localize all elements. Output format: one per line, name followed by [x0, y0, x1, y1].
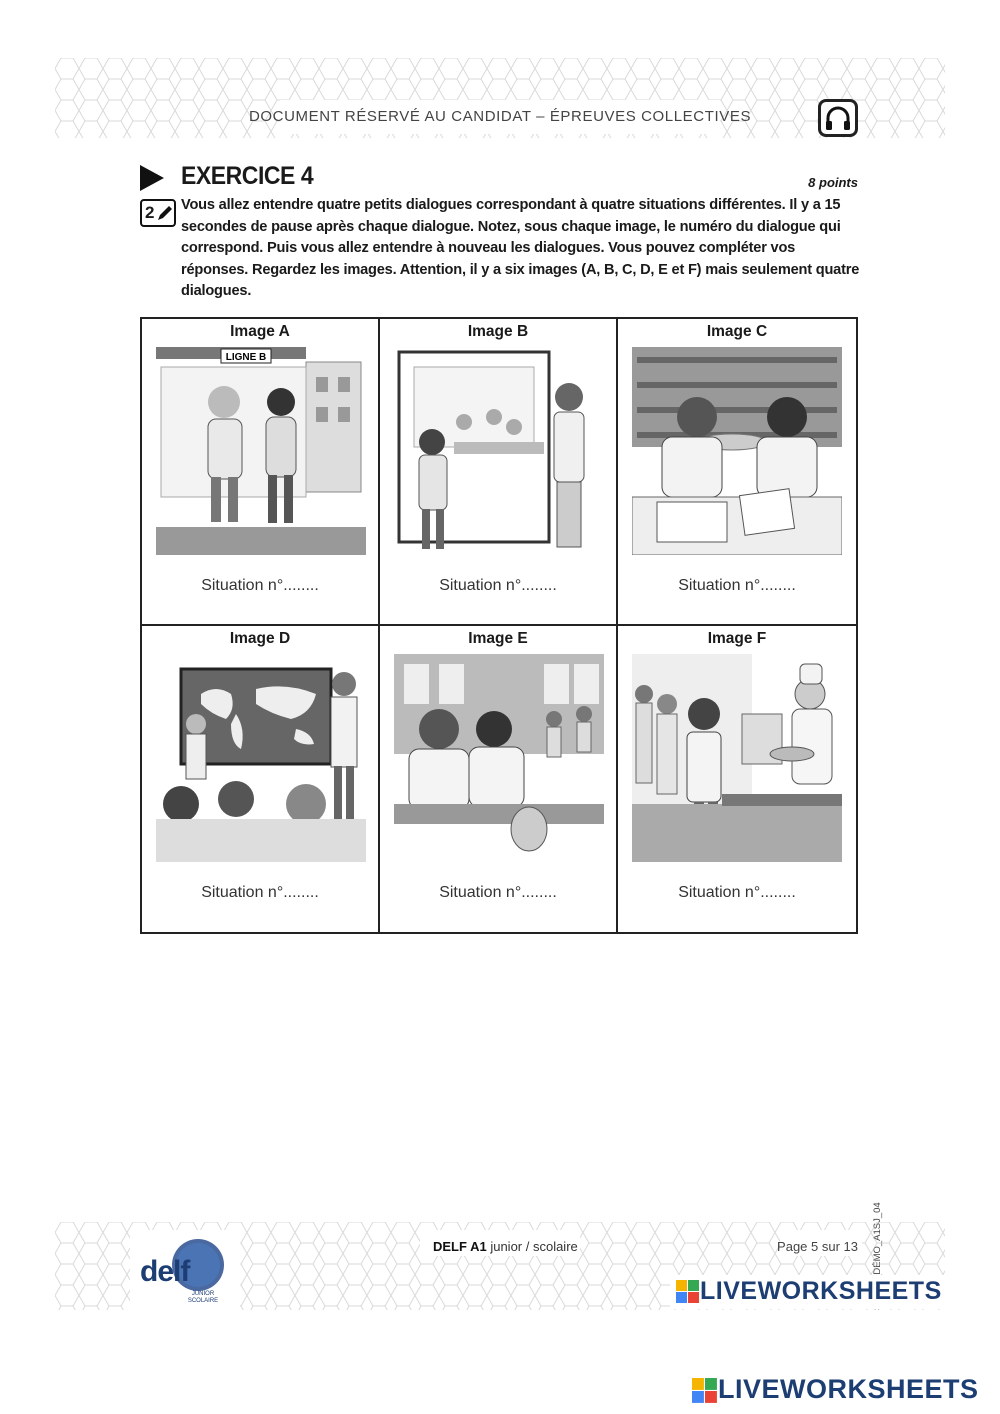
page-number: Page 5 sur 13 [777, 1239, 858, 1254]
image-title: Image D [229, 629, 291, 647]
image-cell-b [380, 319, 618, 626]
situation-field[interactable]: Situation n°........ [678, 883, 796, 901]
schoolyard-illustration [394, 654, 604, 862]
library-illustration [632, 347, 842, 555]
delf-logo [138, 1235, 228, 1305]
step-badge: 2 [145, 203, 155, 222]
exercise-arrow-icon [140, 165, 164, 191]
image-title: Image B [467, 323, 529, 340]
bus-line-sign: LIGNE B [225, 352, 267, 363]
classroom-door-illustration [394, 347, 604, 555]
situation-field[interactable]: Situation n°........ [201, 883, 319, 901]
liveworksheets-logo-bottom[interactable] [692, 1374, 979, 1405]
image-title: Image E [468, 629, 528, 647]
exercise-title: EXERCICE 4 [181, 162, 314, 190]
image-title: Image F [707, 629, 767, 647]
exercise-points: 8 points [808, 175, 858, 190]
headphones-icon [818, 99, 858, 137]
image-grid [140, 317, 858, 934]
pencil-write-icon [140, 199, 176, 227]
image-cell-e [380, 626, 618, 933]
footer-exam-name: DELF A1 [433, 1239, 487, 1254]
image-cell-a [142, 319, 380, 626]
header-title: DOCUMENT RÉSERVÉ AU CANDIDAT – ÉPREUVES COLLECTIVES [248, 108, 752, 125]
liveworksheets-blocks-icon [676, 1280, 700, 1304]
footer-exam [433, 1239, 578, 1254]
image-cell-d [142, 626, 380, 933]
image-cell-c [618, 319, 856, 626]
image-title: Image A [230, 323, 290, 340]
footer-level: junior / scolaire [490, 1239, 578, 1254]
situation-field[interactable]: Situation n°........ [678, 577, 796, 594]
image-cell-f [618, 626, 856, 933]
situation-field[interactable]: Situation n°........ [201, 577, 319, 594]
image-title: Image C [706, 323, 768, 340]
situation-field[interactable]: Situation n°........ [439, 883, 557, 901]
liveworksheets-logo-footer [676, 1277, 942, 1306]
delf-logo-text: delf [140, 1255, 190, 1288]
canteen-illustration [632, 654, 842, 862]
delf-logo-subtitle: JUNIOR SCOLAIRE [187, 1291, 219, 1304]
liveworksheets-text: LIVEWORKSHEETS [718, 1374, 979, 1404]
geography-class-illustration [156, 654, 366, 862]
bus-stop-illustration [156, 347, 366, 555]
situation-field[interactable]: Situation n°........ [439, 577, 557, 594]
exercise-instructions: Vous allez entendre quatre petits dialogues correspondant à quatre situations différentes. Il y a 15 secondes de pause après chaque dialogue. Notez, sous chaque image, le numéro du dialogue qui correspond. Puis vous allez entendre à nouveau les dialogues. Vous pouvez compléter vos réponses. Regardez les images. Attention, il y a six images (A, B, C, D, E et F) mais seulement quatre dialogues. [181, 197, 860, 299]
liveworksheets-text: LIVEWORKSHEETS [700, 1277, 942, 1305]
liveworksheets-blocks-icon [692, 1378, 718, 1404]
